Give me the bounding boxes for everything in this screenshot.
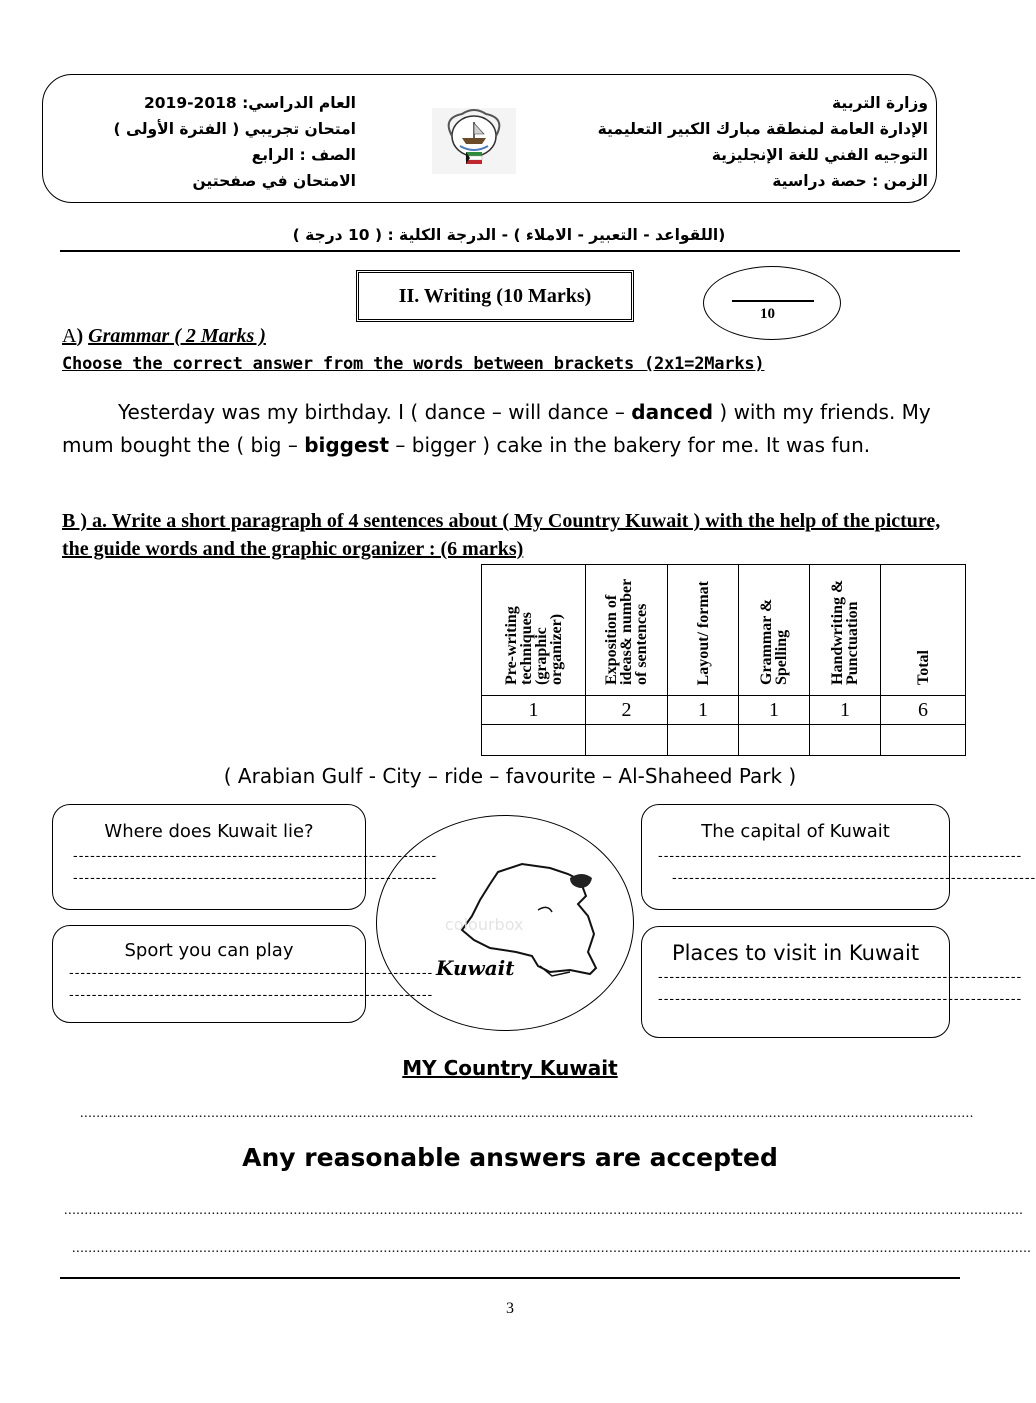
grammar-answer-2: biggest <box>304 433 390 457</box>
ministry-line-4: الزمن : حصة دراسية <box>772 172 928 190</box>
rubric-score-cell[interactable] <box>482 725 586 756</box>
exam-info-line-2: امتحان تجريبي ( الفترة الأولى ) <box>113 120 356 138</box>
paragraph-title: MY Country Kuwait <box>402 1056 618 1080</box>
divider <box>60 250 960 252</box>
divider <box>60 1277 960 1279</box>
rubric-header-cell <box>668 565 739 696</box>
score-oval <box>703 266 841 340</box>
score-blank <box>732 300 814 302</box>
rubric-mark: 1 <box>810 696 881 725</box>
grammar-paragraph <box>62 396 962 462</box>
answer-line[interactable]: ---------------------------------------------------------------- <box>658 992 1023 1007</box>
kuwait-emblem-icon <box>432 108 516 174</box>
rubric-score-cell[interactable] <box>586 725 668 756</box>
rubric-mark: 1 <box>668 696 739 725</box>
exam-info-line-4: الامتحان في صفحتين <box>192 172 356 190</box>
answer-line[interactable]: ---------------------------------------------------------------- <box>672 871 1036 886</box>
answer-note: Any reasonable answers are accepted <box>242 1143 778 1172</box>
section-a-instruction: Choose the correct answer from the words between brackets (2x1=2Marks) <box>62 354 765 374</box>
rubric-table <box>481 564 966 756</box>
section-b-instruction: B ) a. Write a short paragraph of 4 sentences about ( My Country Kuwait ) with the help of the picture, the guide words and the graphic organizer : (6 marks) <box>62 510 941 560</box>
rubric-score-cell[interactable] <box>881 725 966 756</box>
rubric-header-cell <box>482 565 586 696</box>
grammar-text-2: ) with my friends. My mum bought the ( big – <box>62 400 931 457</box>
rubric-header-cell <box>810 565 881 696</box>
answer-line[interactable]: ---------------------------------------------------------------- <box>69 966 434 981</box>
ministry-line-2: الإدارة العامة لمنطقة مبارك الكبير التعليمية <box>597 120 928 138</box>
rubric-mark: 1 <box>482 696 586 725</box>
watermark: colourbox <box>445 915 524 934</box>
ministry-line-1: وزارة التربية <box>832 94 928 112</box>
rubric-mark: 1 <box>739 696 810 725</box>
rubric-header: Handwriting & Punctuation <box>829 579 861 685</box>
rubric-score-cell[interactable] <box>810 725 881 756</box>
organizer-question: Where does Kuwait lie? <box>104 821 314 842</box>
rubric-score-cell[interactable] <box>739 725 810 756</box>
organizer-box-location <box>52 804 438 910</box>
section-a-heading: A) Grammar ( 2 Marks ) <box>62 325 266 347</box>
rubric-header: Layout/ format <box>694 580 712 685</box>
guide-words: ( Arabian Gulf - City – ride – favourite – Al-Shaheed Park ) <box>223 764 797 788</box>
exam-info-line-1: العام الدراسي: 2018-2019 <box>143 94 356 112</box>
rubric-header-cell <box>739 565 810 696</box>
rubric-mark: 6 <box>881 696 966 725</box>
writing-title: II. Writing (10 Marks) <box>356 270 634 322</box>
organizer-question: The capital of Kuwait <box>701 821 890 842</box>
rubric-header: Exposition of ideas& number of sentences <box>603 579 650 685</box>
answer-line[interactable]: ---------------------------------------------------------------- <box>73 871 438 886</box>
organizer-question: Sport you can play <box>124 940 294 961</box>
section-a-letter: A <box>62 325 77 347</box>
rubric-score-cell[interactable] <box>668 725 739 756</box>
rubric-mark: 2 <box>586 696 668 725</box>
subject-line: (اللقواعد - التعبير - الاملاء ) - الدرجة الكلية : ( 10 درجة ) <box>292 226 726 244</box>
rubric-header: Pre-writing techniques (graphic organizer) <box>502 606 565 685</box>
writing-line[interactable]: .......................................................................................................................................................................................................................................... <box>72 1241 1032 1256</box>
grammar-answer-1: danced <box>631 400 714 424</box>
exam-info-block <box>114 90 356 194</box>
organizer-box-capital <box>641 804 1036 910</box>
rubric-header: Grammar & Spelling <box>758 598 790 685</box>
exam-info-line-3: الصف : الرابع <box>251 146 356 164</box>
grammar-text-3: – bigger ) cake in the bakery for me. It was fun. <box>389 433 871 457</box>
section-a-title: Grammar ( 2 Marks ) <box>88 325 266 347</box>
answer-line[interactable]: ---------------------------------------------------------------- <box>73 849 438 864</box>
page-number: 3 <box>506 1300 514 1317</box>
organizer-box-sport <box>52 925 434 1023</box>
rubric-header-cell <box>881 565 966 696</box>
writing-line[interactable]: .......................................................................................................................................................................................................................... <box>80 1106 974 1121</box>
writing-line[interactable]: .......................................................................................................................................................................................................................................... <box>64 1203 1024 1218</box>
answer-line[interactable]: ---------------------------------------------------------------- <box>658 849 1023 864</box>
ministry-block <box>598 90 928 194</box>
ministry-line-3: التوجيه الفني للغة الإنجليزية <box>711 146 928 164</box>
map-label: Kuwait <box>436 956 515 980</box>
organizer-box-places <box>641 926 1023 1038</box>
answer-line[interactable]: ---------------------------------------------------------------- <box>658 970 1023 985</box>
rubric-header-cell <box>586 565 668 696</box>
score-total: 10 <box>760 306 775 322</box>
answer-line[interactable]: ---------------------------------------------------------------- <box>69 988 434 1003</box>
rubric-header: Total <box>914 650 932 685</box>
organizer-question: Places to visit in Kuwait <box>671 941 920 965</box>
grammar-text-1: Yesterday was my birthday. I ( dance – will dance – <box>118 400 632 424</box>
